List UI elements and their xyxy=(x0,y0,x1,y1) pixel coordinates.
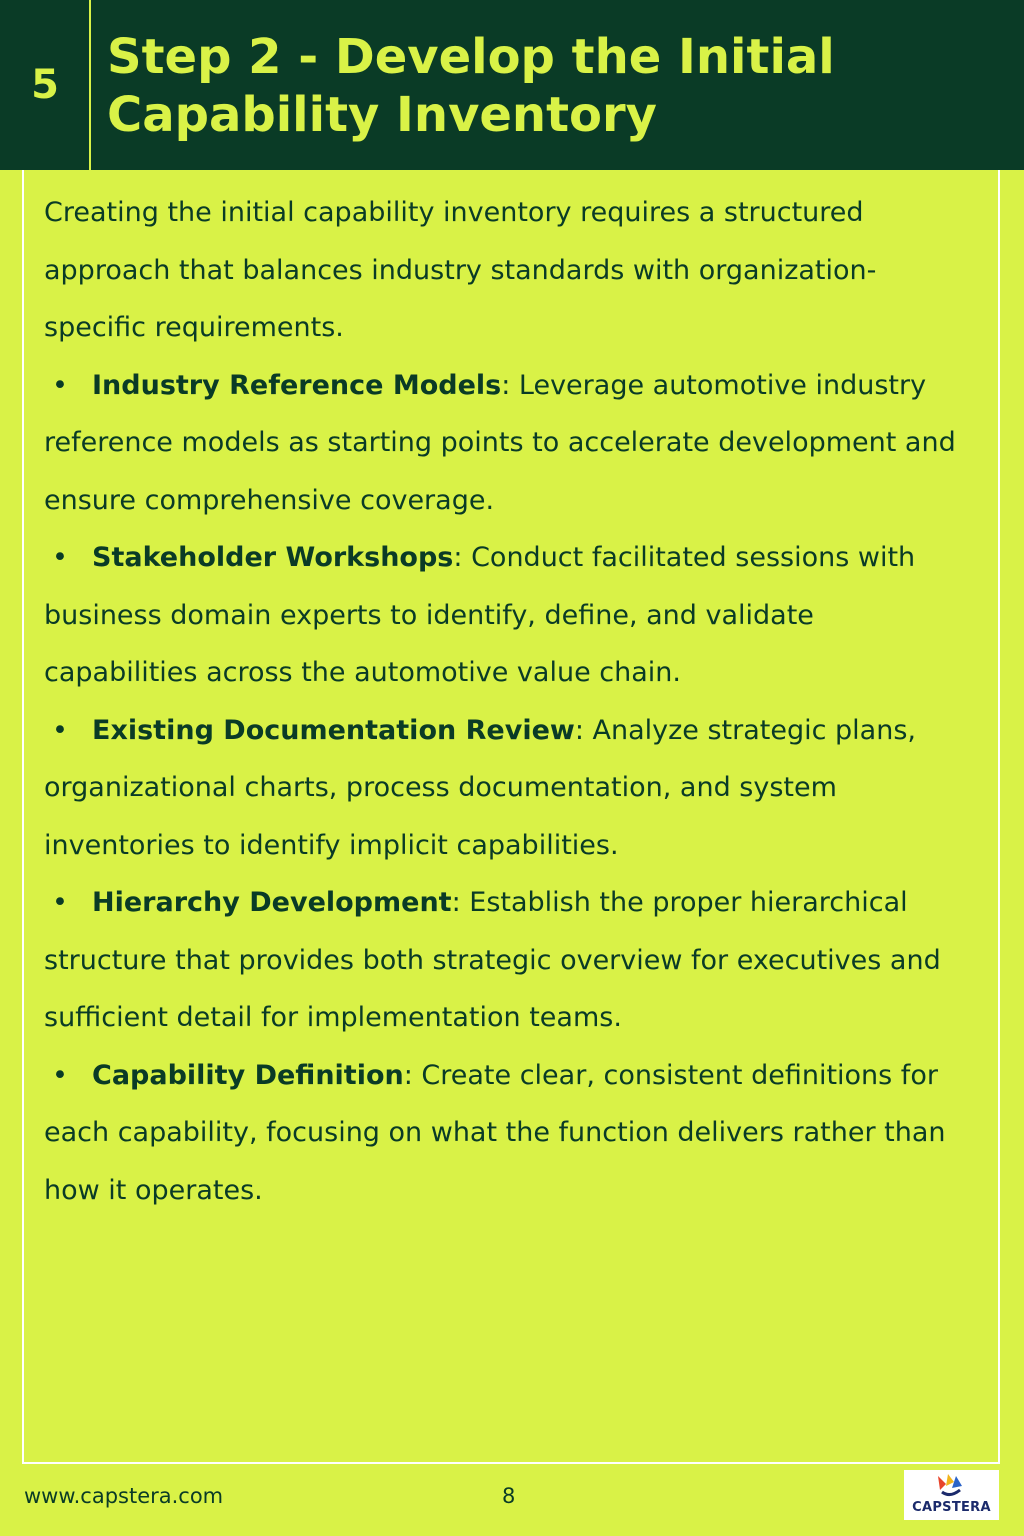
bullet-item xyxy=(44,357,964,530)
bullet-item xyxy=(44,702,964,875)
intro-paragraph: Creating the initial capability inventory requires a structured approach that balances industry standards with organization-specific requirements. xyxy=(44,197,877,343)
bullet-icon: • xyxy=(52,1059,68,1091)
bullet-icon: • xyxy=(52,887,68,918)
bullet-title: Existing Documentation Review xyxy=(92,714,575,746)
bullet-text: : Create clear, consistent definitions for each capability, focusing on what the function delivers rather than how it operates. xyxy=(44,1059,946,1206)
bullet-title: Stakeholder Workshops xyxy=(92,542,454,573)
title-line-1: Step 2 - Develop the Initial xyxy=(107,29,835,85)
footer-website-link[interactable]: www.capstera.com xyxy=(24,1484,224,1508)
bullet-item xyxy=(44,529,964,702)
bullet-item xyxy=(44,874,964,1047)
bullet-title: Capability Definition xyxy=(92,1059,404,1091)
bullet-title: Hierarchy Development xyxy=(92,887,452,918)
capstera-logo-icon xyxy=(934,1472,968,1500)
bullet-icon: • xyxy=(52,542,68,573)
page-number: 8 xyxy=(502,1484,516,1508)
bullet-text: : Establish the proper hierarchical structure that provides both strategic overview for executives and sufficient detail for implementation teams. xyxy=(44,887,941,1033)
bullet-item xyxy=(44,1047,964,1220)
bullet-title: Industry Reference Models xyxy=(92,369,502,401)
capstera-logo xyxy=(904,1470,999,1520)
bullet-icon: • xyxy=(52,714,68,746)
title-line-2: Capability Inventory xyxy=(107,87,657,143)
bullet-icon: • xyxy=(52,369,68,401)
step-number: 5 xyxy=(31,62,59,108)
logo-wordmark: CAPSTERA xyxy=(912,1500,991,1515)
bullet-text: : Conduct facilitated sessions with business domain experts to identify, define, and validate capabilities across the automotive value chain. xyxy=(44,542,916,688)
bullet-list xyxy=(44,357,964,1220)
bullet-text: : Leverage automotive industry reference models as starting points to accelerate development and ensure comprehensive coverage. xyxy=(44,369,956,516)
header-divider xyxy=(89,0,91,170)
content-body xyxy=(44,184,964,1219)
page-title xyxy=(107,28,987,144)
bullet-text: : Analyze strategic plans, organizational charts, process documentation, and system inventories to identify implicit capabilities. xyxy=(44,714,916,861)
header-banner xyxy=(0,0,1024,170)
